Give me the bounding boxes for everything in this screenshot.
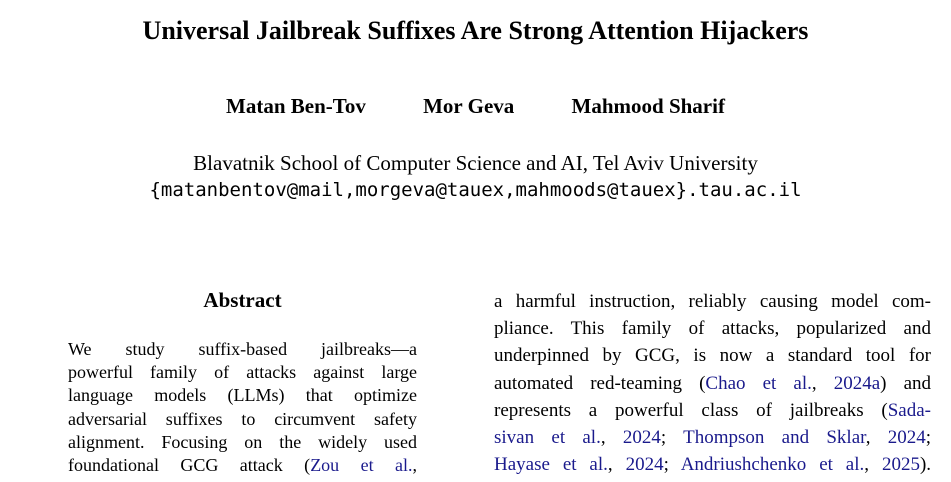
citation-year-link[interactable]: 2025 <box>881 454 920 476</box>
abstract-line: powerful family of attacks against large <box>68 362 417 383</box>
abstract-text: , <box>412 454 417 475</box>
citation-link[interactable]: Chao et al. <box>705 372 812 394</box>
citation-link[interactable]: Thompson and Sklar <box>683 426 866 448</box>
body-text: , <box>607 454 626 476</box>
body-text: ; <box>660 426 684 448</box>
author-name: Mor Geva <box>423 94 515 118</box>
abstract-heading: Abstract <box>203 288 282 312</box>
abstract-line: alignment. Focusing on the widely used <box>68 431 417 452</box>
citation-year-link[interactable]: 2024 <box>625 454 664 476</box>
body-text: ) and <box>880 372 931 394</box>
body-text: represents a powerful class of jailbreaks ( <box>494 399 888 421</box>
abstract-body <box>68 338 417 477</box>
abstract-line: We study suffix-based jailbreaks—a <box>68 339 417 359</box>
body-text: , <box>600 426 623 448</box>
author-emails: {matanbentov@mail,morgeva@tauex,mahmoods@tauex}.tau.ac.il <box>149 179 802 201</box>
affiliation: Blavatnik School of Computer Science and AI, Tel Aviv University <box>193 151 758 175</box>
body-text: , <box>811 372 834 394</box>
abstract-line: language models (LLMs) that optimize <box>68 385 417 406</box>
citation-link[interactable]: Sada- <box>887 399 931 421</box>
abstract-line <box>68 454 417 477</box>
body-line <box>494 370 931 397</box>
body-line <box>494 451 931 478</box>
abstract-text: foundational GCG attack ( <box>68 454 311 475</box>
citation-year-link[interactable]: 2024 <box>887 426 926 448</box>
body-line <box>494 397 931 424</box>
introduction-text <box>494 288 931 478</box>
body-line: pliance. This family of attacks, popularized and <box>494 318 931 340</box>
body-text: ; <box>925 426 932 448</box>
body-text: automated red-teaming ( <box>494 372 706 394</box>
author-name: Matan Ben-Tov <box>226 94 366 118</box>
citation-link[interactable]: sivan et al. <box>494 426 601 448</box>
body-line: a harmful instruction, reliably causing model com- <box>494 291 931 312</box>
citation-link[interactable]: Hayase et al. <box>494 454 608 476</box>
citation-year-link[interactable]: 2024 <box>622 426 661 448</box>
body-line: underpinned by GCG, is now a standard tool for <box>494 345 931 367</box>
body-text: , <box>865 426 888 448</box>
body-text: ; <box>663 454 681 476</box>
author-list <box>0 92 951 120</box>
author-name: Mahmood Sharif <box>571 94 725 118</box>
body-text: , <box>864 454 882 476</box>
body-line <box>494 424 931 451</box>
citation-link[interactable]: Zou et al. <box>310 454 413 475</box>
abstract-line: adversarial suffixes to circumvent safety <box>68 408 417 429</box>
paper-title: Universal Jailbreak Suffixes Are Strong Attention Hijackers <box>142 16 809 45</box>
citation-year-link[interactable]: 2024a <box>833 372 881 394</box>
body-text: ). <box>919 454 932 476</box>
citation-link[interactable]: Andriushchenko et al. <box>680 454 865 476</box>
